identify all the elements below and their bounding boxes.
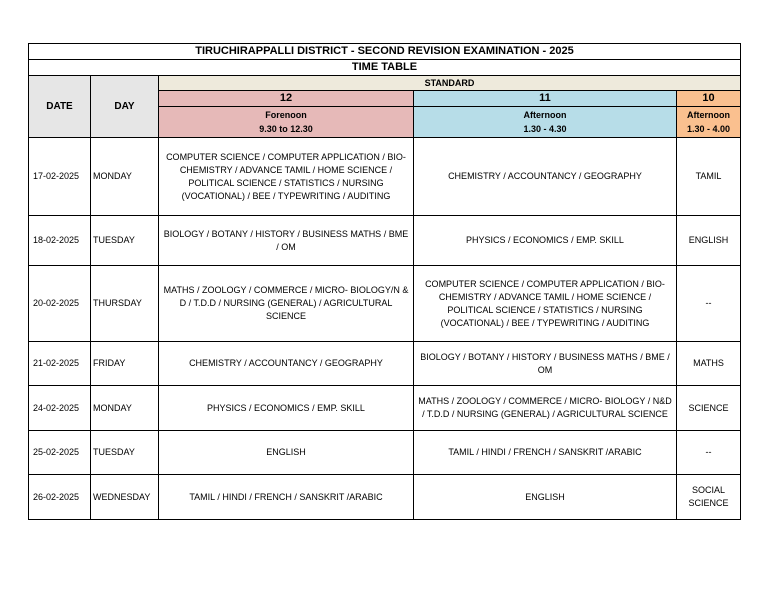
table-row <box>29 386 741 431</box>
exam-day: WEDNESDAY <box>91 475 159 520</box>
day-column-header: DAY <box>91 76 159 138</box>
standard-header: STANDARD <box>159 76 741 91</box>
standard-10-session <box>677 107 741 138</box>
document-title: TIRUCHIRAPPALLI DISTRICT - SECOND REVISION EXAMINATION - 2025 <box>29 44 741 60</box>
table-row <box>29 342 741 386</box>
date-column-header: DATE <box>29 76 91 138</box>
standard-11-subjects: MATHS / ZOOLOGY / COMMERCE / MICRO- BIOLOGY / N&D / T.D.D / NURSING (GENERAL) / AGRICULTURAL SCIENCE <box>414 386 677 431</box>
exam-date: 25-02-2025 <box>29 431 91 475</box>
exam-day: TUESDAY <box>91 216 159 266</box>
standard-12-subjects: TAMIL / HINDI / FRENCH / SANSKRIT /ARABIC <box>159 475 414 520</box>
standard-11-subjects: CHEMISTRY / ACCOUNTANCY / GEOGRAPHY <box>414 138 677 216</box>
standard-10-subjects: SCIENCE <box>677 386 741 431</box>
standard-10-subjects: TAMIL <box>677 138 741 216</box>
session-label: Afternoon <box>687 110 730 120</box>
standard-12-subjects: COMPUTER SCIENCE / COMPUTER APPLICATION / BIO-CHEMISTRY / ADVANCE TAMIL / HOME SCIENCE / POLITICAL SCIENCE / STATISTICS / NURSING (VOCATIONAL) / BEE / TYPEWRITING / AUDITING <box>159 138 414 216</box>
exam-date: 17-02-2025 <box>29 138 91 216</box>
exam-date: 24-02-2025 <box>29 386 91 431</box>
standard-10-subjects: SOCIAL SCIENCE <box>677 475 741 520</box>
exam-day: MONDAY <box>91 138 159 216</box>
document-subtitle: TIME TABLE <box>29 60 741 76</box>
standard-10-header: 10 <box>677 91 741 107</box>
timetable <box>28 43 741 520</box>
session-time: 1.30 - 4.30 <box>523 124 567 134</box>
standard-11-subjects: BIOLOGY / BOTANY / HISTORY / BUSINESS MATHS / BME / OM <box>414 342 677 386</box>
session-label: Forenoon <box>265 110 307 120</box>
table-row <box>29 138 741 216</box>
exam-date: 18-02-2025 <box>29 216 91 266</box>
table-row <box>29 266 741 342</box>
standard-12-session <box>159 107 414 138</box>
standard-11-subjects: TAMIL / HINDI / FRENCH / SANSKRIT /ARABIC <box>414 431 677 475</box>
exam-date: 20-02-2025 <box>29 266 91 342</box>
timetable-sheet <box>28 43 740 520</box>
standard-11-subjects: PHYSICS / ECONOMICS / EMP. SKILL <box>414 216 677 266</box>
standard-10-subjects: -- <box>677 266 741 342</box>
exam-date: 26-02-2025 <box>29 475 91 520</box>
standard-12-header: 12 <box>159 91 414 107</box>
table-row <box>29 431 741 475</box>
standard-10-subjects: -- <box>677 431 741 475</box>
standard-12-subjects: BIOLOGY / BOTANY / HISTORY / BUSINESS MATHS / BME / OM <box>159 216 414 266</box>
exam-day: THURSDAY <box>91 266 159 342</box>
exam-day: FRIDAY <box>91 342 159 386</box>
exam-day: MONDAY <box>91 386 159 431</box>
standard-11-header: 11 <box>414 91 677 107</box>
standard-11-subjects: ENGLISH <box>414 475 677 520</box>
table-row <box>29 475 741 520</box>
standard-11-session <box>414 107 677 138</box>
standard-12-subjects: ENGLISH <box>159 431 414 475</box>
exam-day: TUESDAY <box>91 431 159 475</box>
session-time: 1.30 - 4.00 <box>686 124 731 134</box>
standard-10-subjects: ENGLISH <box>677 216 741 266</box>
session-label: Afternoon <box>523 110 567 120</box>
session-time: 9.30 to 12.30 <box>259 124 313 134</box>
standard-12-subjects: MATHS / ZOOLOGY / COMMERCE / MICRO- BIOLOGY/N & D / T.D.D / NURSING (GENERAL) / AGRICULTURAL SCIENCE <box>159 266 414 342</box>
standard-12-subjects: CHEMISTRY / ACCOUNTANCY / GEOGRAPHY <box>159 342 414 386</box>
standard-11-subjects: COMPUTER SCIENCE / COMPUTER APPLICATION / BIO-CHEMISTRY / ADVANCE TAMIL / HOME SCIENCE / POLITICAL SCIENCE / STATISTICS / NURSING (VOCATIONAL) / BEE / TYPEWRITING / AUDITING <box>414 266 677 342</box>
exam-date: 21-02-2025 <box>29 342 91 386</box>
standard-10-subjects: MATHS <box>677 342 741 386</box>
standard-12-subjects: PHYSICS / ECONOMICS / EMP. SKILL <box>159 386 414 431</box>
table-row <box>29 216 741 266</box>
